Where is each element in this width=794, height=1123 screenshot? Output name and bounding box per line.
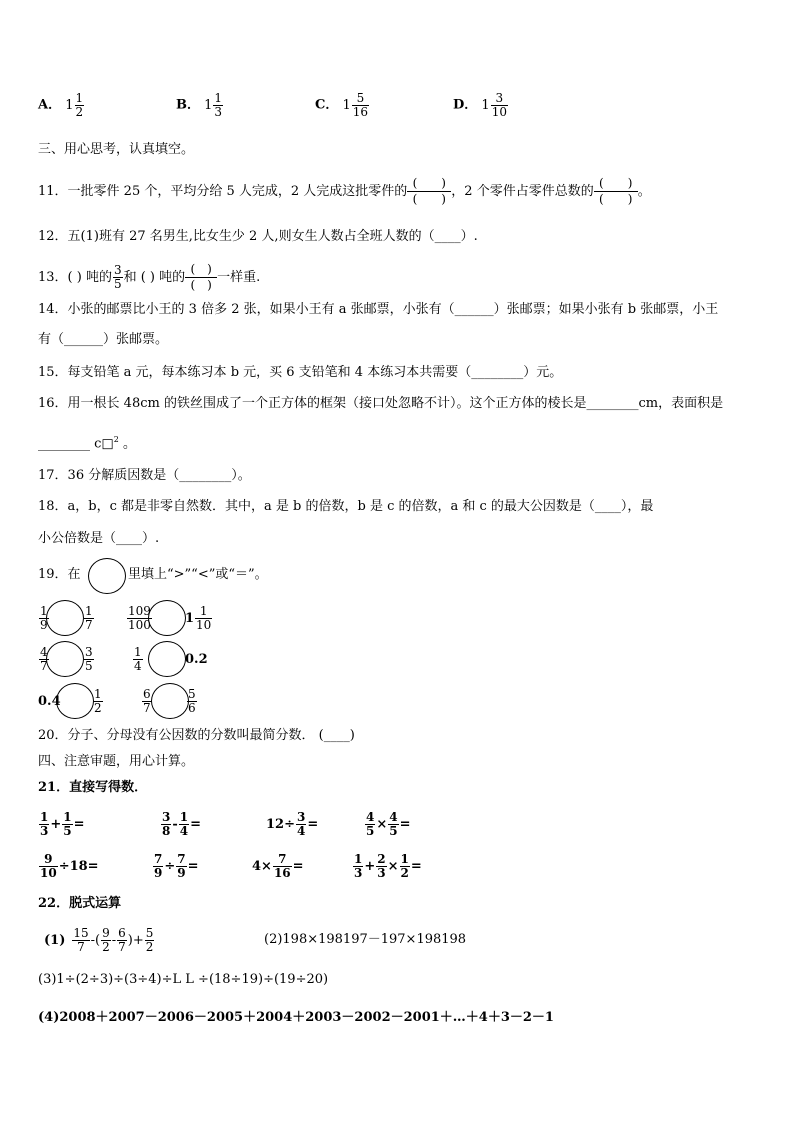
a-den: 7	[77, 939, 85, 954]
d-num: 5	[145, 925, 154, 940]
op: +	[50, 816, 62, 832]
eq: =	[73, 816, 85, 832]
q11-text-3: 。	[637, 183, 651, 199]
q11-text-2: ，2 个零件占零件总数的	[451, 183, 594, 199]
right-den: 10	[196, 617, 212, 632]
b-num: 4	[389, 809, 398, 824]
b-num: 7	[177, 851, 186, 866]
a-den: 3	[40, 823, 49, 838]
q11-blank-fraction-1[interactable]	[407, 176, 451, 207]
left-num: 4	[40, 644, 48, 659]
q13-fraction	[113, 264, 123, 291]
q19-item-5: 0.4	[38, 693, 61, 709]
b-den: 3	[377, 865, 386, 880]
a-num: 1	[354, 851, 363, 866]
option-letter: D．	[453, 97, 478, 113]
q13	[38, 262, 260, 293]
q14-line-2: 有（______）张邮票。	[38, 332, 169, 347]
b-den: 2	[102, 939, 110, 954]
q19-item-3-right	[83, 642, 95, 676]
q18-line-1: 18．a，b，c 都是非零自然数．其中，a 是 b 的倍数，b 是 c 的倍数，a 和 c 的最大公因数是（____），最	[38, 499, 654, 514]
q10-option-d	[453, 92, 509, 119]
op: ÷	[164, 858, 176, 874]
q13-text-1: 13．( ) 吨的	[38, 269, 112, 285]
b-num: 2	[377, 851, 386, 866]
c-den: 2	[400, 865, 409, 880]
option-letter: A．	[38, 97, 62, 113]
c-den: 7	[118, 939, 126, 954]
left-num: 6	[143, 686, 151, 701]
q21-item-2	[160, 806, 201, 842]
right-den: 7	[85, 617, 93, 632]
q21-item-3	[266, 806, 318, 842]
right-whole: 1	[185, 610, 195, 626]
left-den: 100	[128, 617, 151, 632]
b-den: 9	[177, 865, 186, 880]
q10-option-c	[315, 92, 370, 119]
q15: 15．每支铅笔 a 元，每本练习本 b 元，买 6 支铅笔和 4 本练习本共需要（________）元。	[38, 365, 563, 380]
option-num: 3	[491, 92, 508, 106]
left-num: 1	[134, 644, 142, 659]
q21-item-5	[38, 848, 99, 884]
c-num: 1	[400, 851, 409, 866]
eq: =	[292, 858, 304, 874]
option-letter: B．	[176, 97, 200, 113]
q18-line-2: 小公倍数是（____）.	[38, 531, 160, 546]
option-num: 1	[214, 91, 223, 105]
q16-line-2	[38, 432, 136, 452]
q19-item-2-right	[185, 601, 213, 635]
mid: -(	[90, 932, 101, 948]
option-num: 5	[352, 92, 369, 106]
left-den: 9	[40, 617, 48, 632]
q10-option-b	[176, 92, 224, 119]
q20: 20．分子、分母没有公因数的分数叫最简分数． (____)	[38, 728, 355, 743]
q11-text-1: 11．一批零件 25 个，平均分给 5 人完成，2 人完成这批零件的	[38, 183, 408, 199]
left-den: 7	[40, 658, 48, 673]
option-whole: 1	[481, 97, 490, 113]
q19-item-4	[132, 642, 144, 676]
option-letter: C．	[315, 97, 339, 113]
a-den: 3	[354, 865, 363, 880]
b-num: 9	[102, 925, 110, 940]
left-den: 4	[134, 658, 142, 673]
b-num: 7	[273, 853, 292, 867]
q17: 17．36 分解质因数是（________）。	[38, 468, 251, 483]
left-den: 7	[143, 700, 151, 715]
op: ×	[387, 858, 399, 874]
d-den: 2	[145, 939, 154, 954]
q16-blank: ________	[38, 436, 90, 452]
right-den: 5	[85, 658, 93, 673]
b-num: 1	[179, 809, 189, 824]
eq: =	[399, 816, 411, 832]
q19-compare-circle[interactable]	[148, 641, 186, 677]
left-num: 1	[40, 603, 48, 618]
q22-part-1	[44, 922, 155, 958]
op: -	[172, 816, 178, 832]
blank-num: ( )	[594, 176, 638, 192]
q22-title: 22．脱式运算	[38, 896, 122, 911]
option-den: 3	[214, 105, 223, 119]
q19-item-6-right	[186, 684, 198, 718]
b-den: 4	[179, 823, 189, 838]
blank-den: ( )	[190, 278, 212, 292]
blank-num: ( )	[185, 262, 217, 278]
option-den: 10	[491, 105, 507, 119]
q21-item-8	[352, 848, 422, 884]
frac-den: 5	[113, 277, 122, 291]
a-num: 9	[39, 853, 58, 867]
q19-compare-circle[interactable]	[46, 600, 84, 636]
b-den: 5	[63, 823, 72, 838]
lead: 4×	[252, 858, 272, 874]
a-num: 7	[154, 851, 163, 866]
section3-title: 三、用心思考，认真填空。	[38, 142, 195, 157]
q19-item-5-right	[92, 684, 104, 718]
q21-item-1	[38, 806, 85, 842]
option-den: 2	[75, 105, 84, 119]
q14-line-1: 14．小张的邮票比小王的 3 倍多 2 张，如果小王有 a 张邮票，小张有（______）张邮票；如果小张有 b 张邮票，小王	[38, 302, 719, 317]
a-den: 10	[40, 865, 57, 880]
right-den: 2	[94, 700, 102, 715]
right-num: 1	[85, 603, 93, 618]
b-den: 16	[273, 865, 291, 880]
q16-superscript: 2	[113, 435, 119, 444]
q19-intro-pre: 19．在	[38, 567, 81, 582]
right-num: 5	[188, 686, 196, 701]
option-num: 1	[75, 91, 84, 105]
q16-box-glyph: □	[101, 436, 114, 452]
right-num: 3	[85, 644, 93, 659]
b-num: 1	[63, 809, 72, 824]
label: (1)	[44, 932, 66, 948]
q10-option-a	[38, 92, 85, 119]
close: )+	[127, 932, 144, 948]
q11-blank-fraction-2[interactable]	[594, 176, 638, 207]
b-num: 3	[296, 809, 306, 824]
q22-part-4: (4)2008＋2007－2006－2005＋2004＋2003－2002－2001＋…＋4＋3－2－1	[38, 1010, 554, 1025]
blank-den: ( )	[412, 192, 446, 206]
right-num: 1	[195, 605, 212, 619]
q19-item-4-right: 0.2	[185, 651, 208, 667]
section4-title: 四、注意审题，用心计算。	[38, 754, 195, 769]
q16-line-1: 16．用一根长 48cm 的铁丝围成了一个正方体的框架（接口处忽略不计）。这个正方体的棱长是________cm，表面积是	[38, 396, 724, 411]
option-den: 16	[352, 105, 369, 119]
blank-num: ( )	[407, 176, 451, 192]
q11	[38, 176, 651, 207]
a-num: 3	[162, 809, 171, 824]
eq: =	[307, 816, 319, 832]
op: +	[364, 858, 376, 874]
q19-compare-circle[interactable]	[148, 600, 186, 636]
q13-text-2: 和 ( ) 吨的	[123, 269, 186, 285]
q19-example-circle	[88, 558, 126, 594]
option-whole: 1	[204, 97, 213, 113]
a-num: 4	[366, 809, 375, 824]
tail: ÷18=	[58, 858, 99, 874]
left-num: 109	[128, 603, 151, 618]
right-den: 6	[188, 700, 196, 715]
frac-num: 3	[113, 263, 122, 277]
q13-text-3: 一样重.	[217, 269, 261, 285]
lead: 12÷	[266, 816, 295, 832]
q19-compare-circle[interactable]	[151, 683, 189, 719]
op: ×	[376, 816, 388, 832]
option-whole: 1	[65, 97, 74, 113]
q22-part-2: (2)198×198197－197×198198	[264, 932, 467, 947]
a-den: 9	[154, 865, 163, 880]
c-num: 6	[118, 925, 126, 940]
q21-item-6	[152, 848, 199, 884]
q21-item-7	[252, 848, 304, 884]
q19-item-1-right	[83, 601, 95, 635]
b-den: 4	[296, 823, 306, 838]
q16-end: 。	[122, 436, 136, 452]
a-num: 15	[73, 925, 89, 940]
a-num: 1	[40, 809, 49, 824]
q19-compare-circle[interactable]	[56, 683, 94, 719]
right-num: 1	[94, 686, 102, 701]
q19-compare-circle[interactable]	[46, 641, 84, 677]
q22-part-3: (3)1÷(2÷3)÷(3÷4)÷L L ÷(18÷19)÷(19÷20)	[38, 972, 329, 987]
q19-intro-post: 里填上“>”“<”或“＝”。	[128, 567, 268, 582]
a-den: 8	[162, 823, 171, 838]
q13-blank-fraction[interactable]	[185, 262, 217, 293]
option-whole: 1	[342, 97, 351, 113]
q21-title: 21．直接写得数．	[38, 780, 148, 795]
blank-den: ( )	[599, 192, 633, 206]
q12: 12．五(1)班有 27 名男生,比女生少 2 人,则女生人数占全班人数的（____）.	[38, 229, 478, 244]
q21-item-4	[364, 806, 411, 842]
a-den: 5	[366, 823, 375, 838]
op: -	[111, 932, 117, 948]
eq: =	[187, 858, 199, 874]
q16-unit: c	[94, 436, 102, 452]
eq: =	[190, 816, 202, 832]
b-den: 5	[389, 823, 398, 838]
eq: =	[410, 858, 422, 874]
